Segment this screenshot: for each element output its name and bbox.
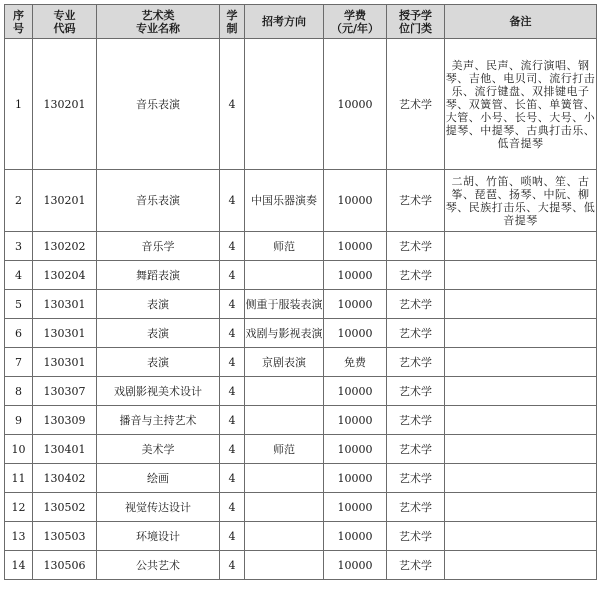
table-header-row [5, 5, 597, 39]
cell-years: 4 [220, 170, 245, 232]
cell-name: 音乐表演 [97, 170, 220, 232]
cell-code: 130301 [33, 319, 97, 348]
cell-degree: 艺术学 [387, 435, 445, 464]
cell-name: 戏剧影视美术设计 [97, 377, 220, 406]
cell-seq: 7 [5, 348, 33, 377]
header-note: 备注 [445, 5, 597, 39]
cell-degree: 艺术学 [387, 464, 445, 493]
cell-note [445, 493, 597, 522]
cell-years: 4 [220, 232, 245, 261]
cell-code: 130204 [33, 261, 97, 290]
table-row [5, 232, 597, 261]
cell-degree: 艺术学 [387, 377, 445, 406]
cell-name: 美术学 [97, 435, 220, 464]
header-code: 专业 代码 [33, 5, 97, 39]
cell-fee: 10000 [324, 290, 387, 319]
table-row [5, 493, 597, 522]
cell-code: 130301 [33, 348, 97, 377]
cell-code: 130309 [33, 406, 97, 435]
cell-name: 绘画 [97, 464, 220, 493]
cell-note: 二胡、竹笛、唢呐、笙、古筝、琵琶、扬琴、中阮、柳琴、民族打击乐、大提琴、低音提琴 [445, 170, 597, 232]
cell-note [445, 522, 597, 551]
cell-code: 130201 [33, 170, 97, 232]
cell-seq: 9 [5, 406, 33, 435]
cell-seq: 13 [5, 522, 33, 551]
cell-direction [245, 522, 324, 551]
table-row [5, 435, 597, 464]
cell-code: 130201 [33, 39, 97, 170]
cell-degree: 艺术学 [387, 261, 445, 290]
cell-direction [245, 406, 324, 435]
cell-degree: 艺术学 [387, 348, 445, 377]
table-row [5, 319, 597, 348]
cell-seq: 5 [5, 290, 33, 319]
cell-note [445, 464, 597, 493]
cell-degree: 艺术学 [387, 551, 445, 580]
cell-fee: 10000 [324, 261, 387, 290]
cell-seq: 1 [5, 39, 33, 170]
cell-direction [245, 261, 324, 290]
cell-note [445, 377, 597, 406]
cell-name: 表演 [97, 348, 220, 377]
cell-degree: 艺术学 [387, 170, 445, 232]
cell-degree: 艺术学 [387, 522, 445, 551]
cell-code: 130307 [33, 377, 97, 406]
cell-years: 4 [220, 435, 245, 464]
table-row [5, 464, 597, 493]
cell-years: 4 [220, 406, 245, 435]
cell-note [445, 551, 597, 580]
header-years: 学 制 [220, 5, 245, 39]
cell-name: 音乐表演 [97, 39, 220, 170]
cell-direction [245, 551, 324, 580]
cell-direction: 师范 [245, 232, 324, 261]
cell-fee: 10000 [324, 377, 387, 406]
cell-fee: 免费 [324, 348, 387, 377]
cell-note [445, 406, 597, 435]
cell-years: 4 [220, 377, 245, 406]
cell-years: 4 [220, 522, 245, 551]
cell-degree: 艺术学 [387, 39, 445, 170]
cell-seq: 3 [5, 232, 33, 261]
table-row [5, 170, 597, 232]
cell-degree: 艺术学 [387, 406, 445, 435]
cell-degree: 艺术学 [387, 319, 445, 348]
cell-years: 4 [220, 39, 245, 170]
cell-note [445, 232, 597, 261]
cell-note [445, 435, 597, 464]
cell-direction: 侧重于服装表演 [245, 290, 324, 319]
cell-degree: 艺术学 [387, 290, 445, 319]
cell-code: 130503 [33, 522, 97, 551]
cell-code: 130402 [33, 464, 97, 493]
header-fee: 学费 （元/年） [324, 5, 387, 39]
cell-fee: 10000 [324, 464, 387, 493]
cell-direction: 中国乐器演奏 [245, 170, 324, 232]
cell-note: 美声、民声、流行演唱、钢琴、吉他、电贝司、流行打击乐、流行键盘、双排键电子琴、双簧管、长笛、单簧管、大管、小号、长号、大号、小提琴、中提琴、古典打击乐、低音提琴 [445, 39, 597, 170]
header-name: 艺术类 专业名称 [97, 5, 220, 39]
cell-degree: 艺术学 [387, 232, 445, 261]
cell-direction [245, 377, 324, 406]
cell-name: 表演 [97, 290, 220, 319]
cell-seq: 6 [5, 319, 33, 348]
cell-years: 4 [220, 319, 245, 348]
table-row [5, 377, 597, 406]
cell-seq: 12 [5, 493, 33, 522]
cell-code: 130202 [33, 232, 97, 261]
cell-degree: 艺术学 [387, 493, 445, 522]
cell-years: 4 [220, 493, 245, 522]
cell-code: 130401 [33, 435, 97, 464]
cell-years: 4 [220, 551, 245, 580]
cell-note [445, 319, 597, 348]
cell-seq: 4 [5, 261, 33, 290]
table-row [5, 39, 597, 170]
cell-name: 舞蹈表演 [97, 261, 220, 290]
cell-name: 播音与主持艺术 [97, 406, 220, 435]
cell-seq: 8 [5, 377, 33, 406]
cell-fee: 10000 [324, 39, 387, 170]
cell-seq: 14 [5, 551, 33, 580]
cell-name: 视觉传达设计 [97, 493, 220, 522]
cell-name: 环境设计 [97, 522, 220, 551]
cell-fee: 10000 [324, 319, 387, 348]
cell-direction: 戏剧与影视表演 [245, 319, 324, 348]
cell-fee: 10000 [324, 522, 387, 551]
header-direction: 招考方向 [245, 5, 324, 39]
cell-code: 130506 [33, 551, 97, 580]
cell-direction [245, 493, 324, 522]
cell-name: 表演 [97, 319, 220, 348]
table-row [5, 406, 597, 435]
cell-note [445, 348, 597, 377]
cell-years: 4 [220, 348, 245, 377]
table-row [5, 348, 597, 377]
table-row [5, 290, 597, 319]
cell-name: 音乐学 [97, 232, 220, 261]
cell-fee: 10000 [324, 406, 387, 435]
major-table [4, 4, 597, 580]
header-degree: 授予学 位门类 [387, 5, 445, 39]
cell-fee: 10000 [324, 232, 387, 261]
cell-seq: 11 [5, 464, 33, 493]
cell-code: 130502 [33, 493, 97, 522]
cell-fee: 10000 [324, 493, 387, 522]
cell-direction [245, 39, 324, 170]
header-seq: 序 号 [5, 5, 33, 39]
cell-fee: 10000 [324, 435, 387, 464]
cell-fee: 10000 [324, 170, 387, 232]
cell-years: 4 [220, 464, 245, 493]
cell-years: 4 [220, 290, 245, 319]
cell-direction: 京剧表演 [245, 348, 324, 377]
cell-code: 130301 [33, 290, 97, 319]
cell-note [445, 290, 597, 319]
cell-direction: 师范 [245, 435, 324, 464]
cell-name: 公共艺术 [97, 551, 220, 580]
cell-direction [245, 464, 324, 493]
table-row [5, 261, 597, 290]
table-row [5, 551, 597, 580]
table-row [5, 522, 597, 551]
cell-years: 4 [220, 261, 245, 290]
cell-seq: 10 [5, 435, 33, 464]
cell-seq: 2 [5, 170, 33, 232]
cell-fee: 10000 [324, 551, 387, 580]
cell-note [445, 261, 597, 290]
